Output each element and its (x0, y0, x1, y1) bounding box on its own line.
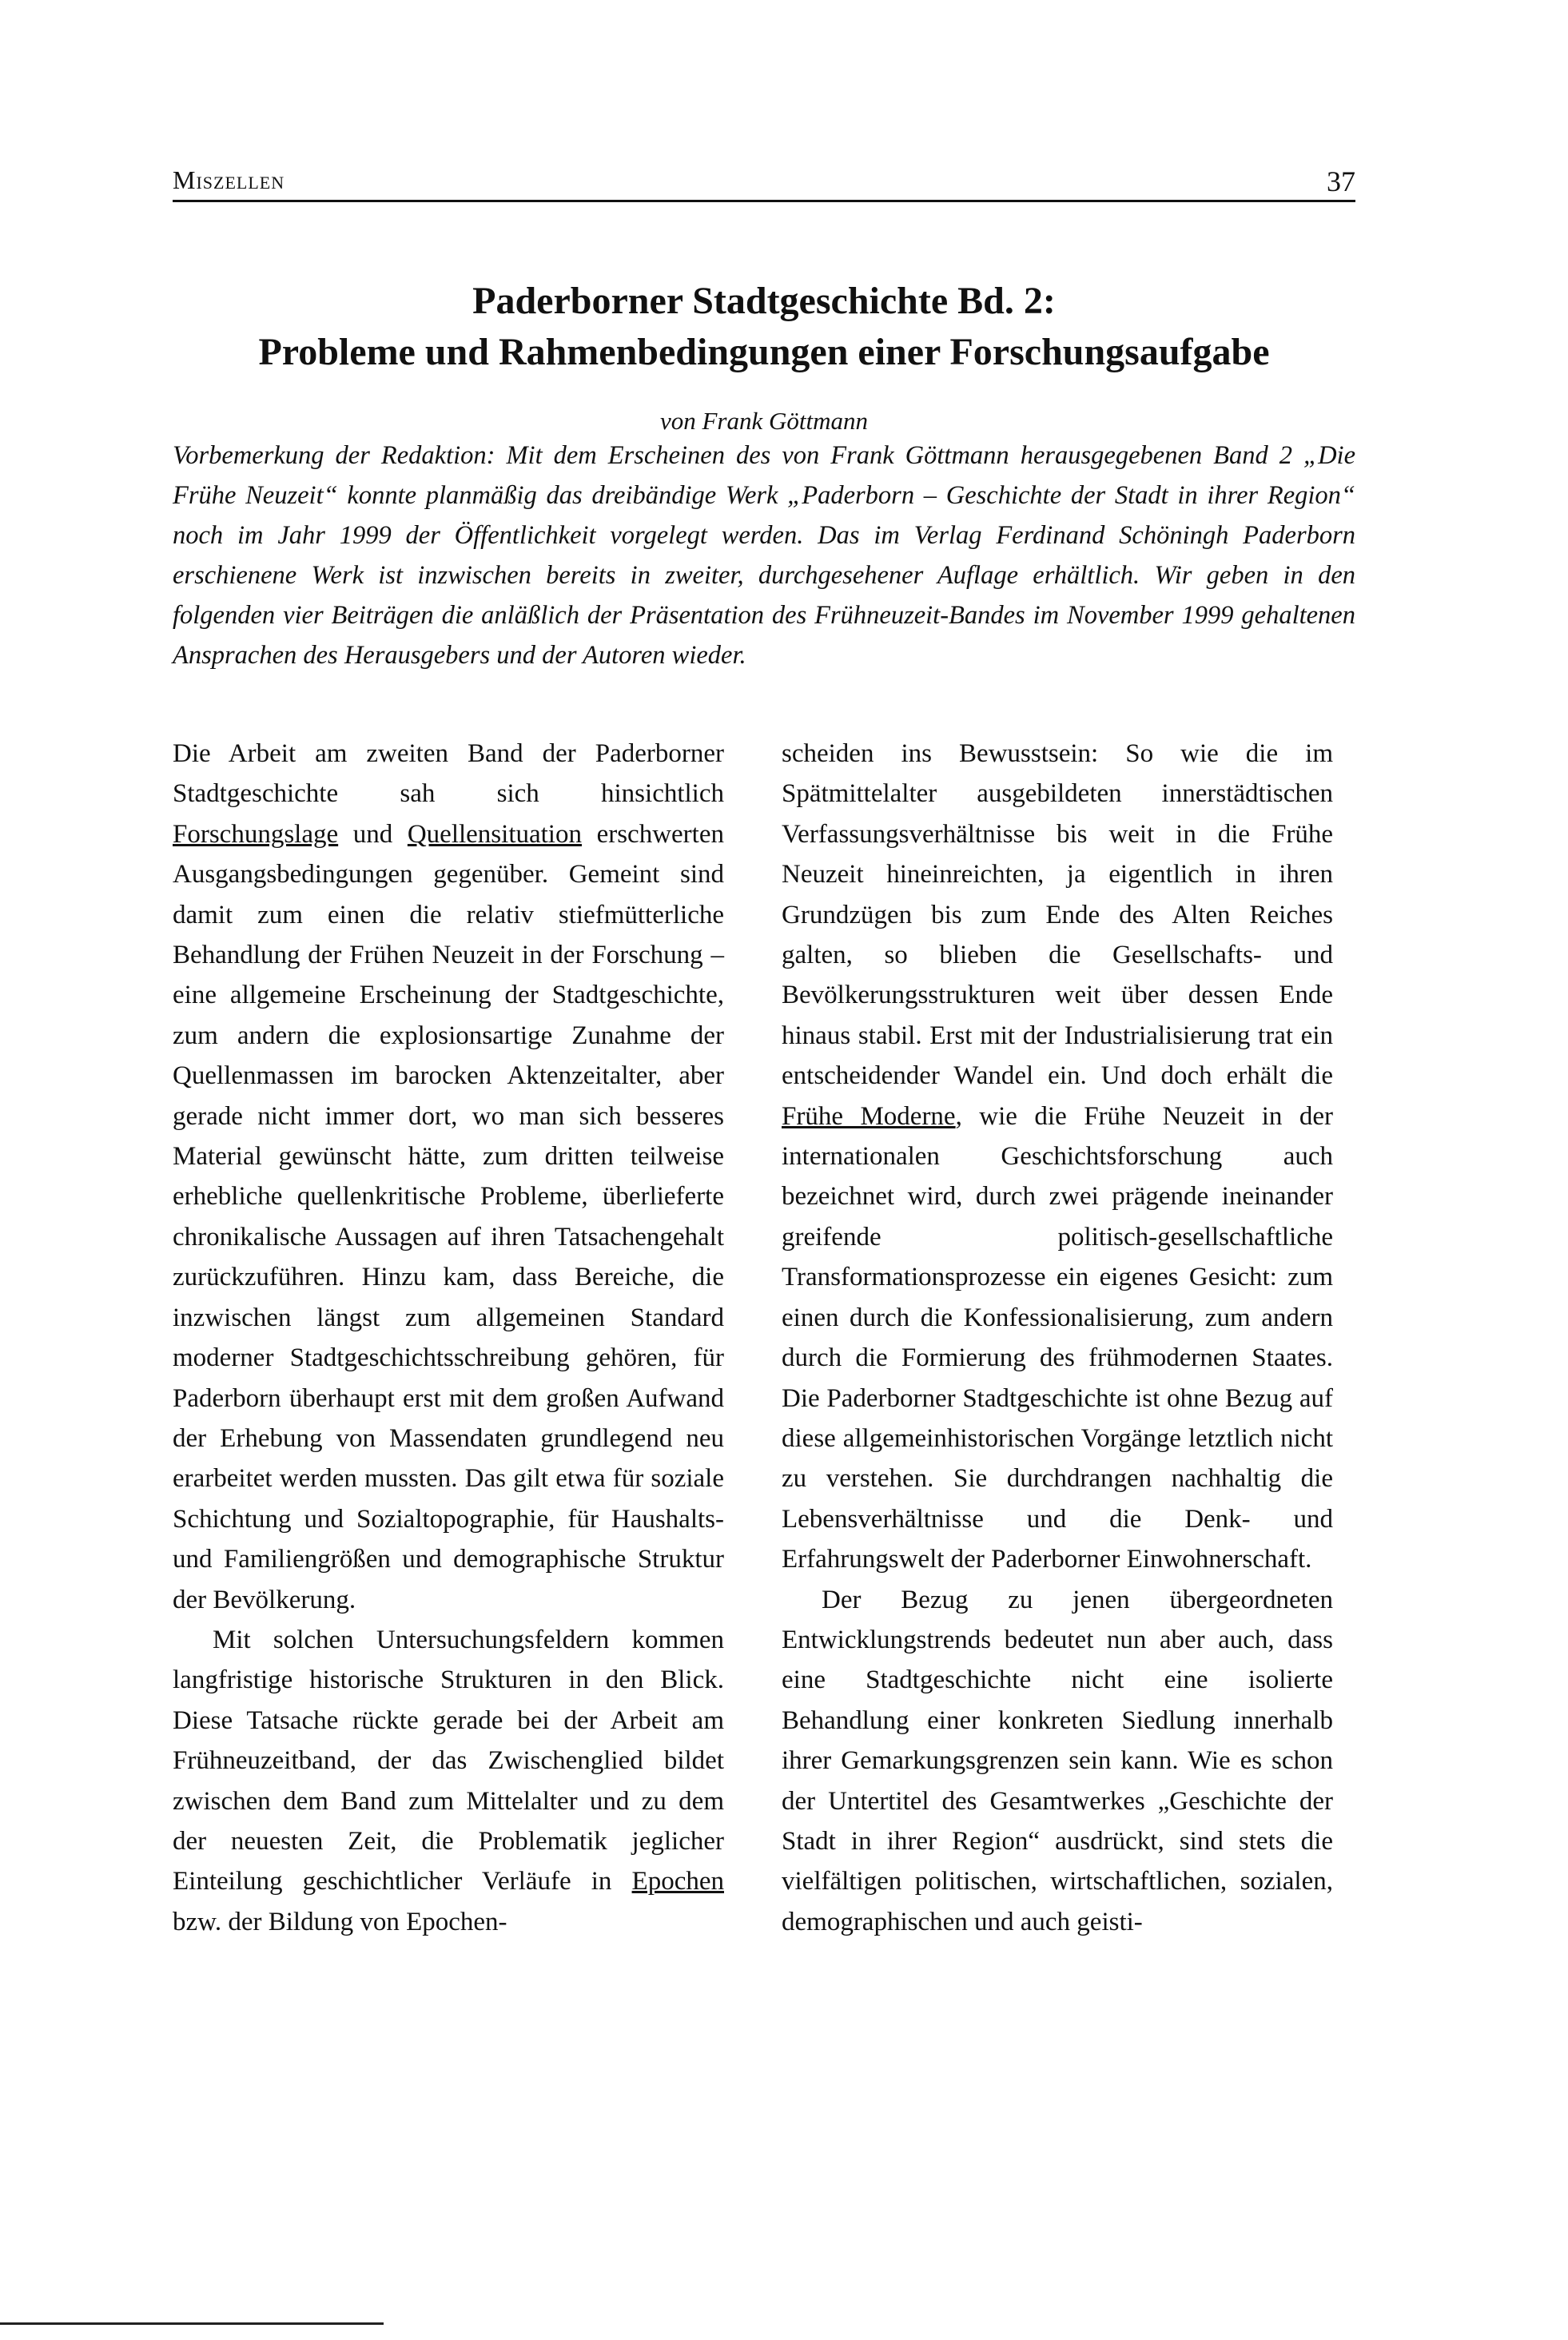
page-number: 37 (1327, 165, 1355, 197)
bottom-scan-edge (0, 2322, 384, 2325)
text-run: scheiden ins Bewusstsein: So wie die im Spätmittelalter ausgebildeten innerstädtischen Verfassungsverhältnisse bis weit in die Frühe Neuzeit hineinreichten, ja eigentlich in ihren Grundzügen bis zum Ende des Alten Reiches galten, so blieben die Gesellschafts- und Bevölkerungsstrukturen weit über dessen Ende hinaus stabil. Erst mit der Industrialisierung trat ein entscheidender Wandel ein. Und doch erhält die (782, 739, 1333, 1091)
text-run: , wie die Frühe Neuzeit in der internationalen Geschichtsforschung auch bezeichnet wird, durch zwei prägende ineinander greifende politisch-gesellschaftliche Transformationsprozesse ein eigenes Gesicht: zum einen durch die Konfessionalisierung, zum andern durch die Formierung des frühmodernen Staates. Die Paderborner Stadtgeschichte ist ohne Bezug auf diese allgemeinhistorischen Vorgänge letztlich nicht zu verstehen. Sie durchdrangen nachhaltig die Lebensverhältnisse und die Denk- und Erfahrungswelt der Paderborner Einwohnerschaft. (782, 1101, 1333, 1574)
paragraph (173, 734, 724, 1620)
underlined-term: Forschungslage (173, 819, 339, 849)
underlined-term: Frühe Moderne (782, 1101, 956, 1131)
text-run: Mit solchen Untersuchungsfeldern kommen langfristige historische Strukturen in den Blick. Diese Tatsache rückte gerade bei der Arbeit am Frühneuzeitband, der das Zwischenglied bildet zwischen dem Band zum Mittelalter und zu dem der neuesten Zeit, die Problematik jeglicher Einteilung geschichtlicher Verläufe in (173, 1625, 724, 1896)
left-column (173, 734, 724, 1942)
right-column (782, 734, 1333, 1942)
article-title-line-2: Probleme und Rahmenbedingungen einer Forschungsaufgabe (258, 331, 1270, 373)
underlined-term: Epochen (631, 1867, 724, 1896)
article-title-line-1: Paderborner Stadtgeschichte Bd. 2: (472, 280, 1056, 322)
running-head: Miszellen (173, 165, 285, 194)
text-run: bzw. der Bildung von Epochen- (173, 1907, 507, 1936)
article-title-block (173, 276, 1355, 436)
editorial-note: Vorbemerkung der Redaktion: Mit dem Erscheinen des von Frank Göttmann herausgegebenen Band 2 „Die Frühe Neuzeit“ konnte planmäßig das dreibändige Werk „Paderborn – Geschichte der Stadt in ihrer Region“ noch im Jahr 1999 der Öffentlichkeit vorgelegt werden. Das im Verlag Ferdinand Schöningh Paderborn erschienene Werk ist inzwischen bereits in zweiter, durchgesehener Auflage erhältlich. Wir geben in den folgenden vier Beiträgen die anläßlich der Präsentation des Frühneuzeit-Bandes im November 1999 gehaltenen Ansprachen des Herausgebers und der Autoren wieder. (173, 441, 1355, 670)
author-byline: von Frank Göttmann (659, 407, 869, 435)
text-run: erschwerten Ausgangsbedingungen gegenüber. Gemeint sind damit zum einen die relativ stiefmütterliche Behandlung der Frühen Neuzeit in der Forschung – eine allgemeine Erscheinung der Stadtgeschichte, zum andern die explosionsartige Zunahme der Quellenmassen im barocken Aktenzeitalter, aber gerade nicht immer dort, wo man sich besseres Material gewünscht hätte, zum dritten teilweise erhebliche quellenkritische Probleme, überlieferte chronikalische Aussagen auf ihren Tatsachengehalt zurückzuführen. Hinzu kam, dass Bereiche, die inzwischen längst zum allgemeinen Standard moderner Stadtgeschichtsschreibung gehören, für Paderborn überhaupt erst mit dem großen Aufwand der Erhebung von Massendaten grundlegend neu erarbeitet werden mussten. Das gilt etwa für soziale Schichtung und Sozialtopographie, für Haushalts- und Familiengrößen und demographische Struktur der Bevölkerung. (173, 819, 724, 1614)
underlined-term: Quellensituation (407, 819, 582, 849)
text-run: und (338, 819, 408, 849)
paragraph (782, 734, 1333, 1580)
paragraph (173, 1620, 724, 1942)
text-run: Die Arbeit am zweiten Band der Paderborner Stadtgeschichte sah sich hinsichtlich (173, 739, 724, 809)
paragraph: Der Bezug zu jenen übergeordneten Entwicklungstrends bedeutet nun aber auch, dass eine Stadtgeschichte nicht eine isolierte Behandlung einer konkreten Siedlung innerhalb ihrer Gemarkungsgrenzen sein kann. Wie es schon der Untertitel des Gesamtwerkes „Geschichte der Stadt in ihrer Region“ ausdrückt, sind stets die vielfältigen politischen, wirtschaftlichen, sozialen, demographischen und auch geisti- (782, 1585, 1333, 1936)
page-header (173, 160, 1355, 202)
